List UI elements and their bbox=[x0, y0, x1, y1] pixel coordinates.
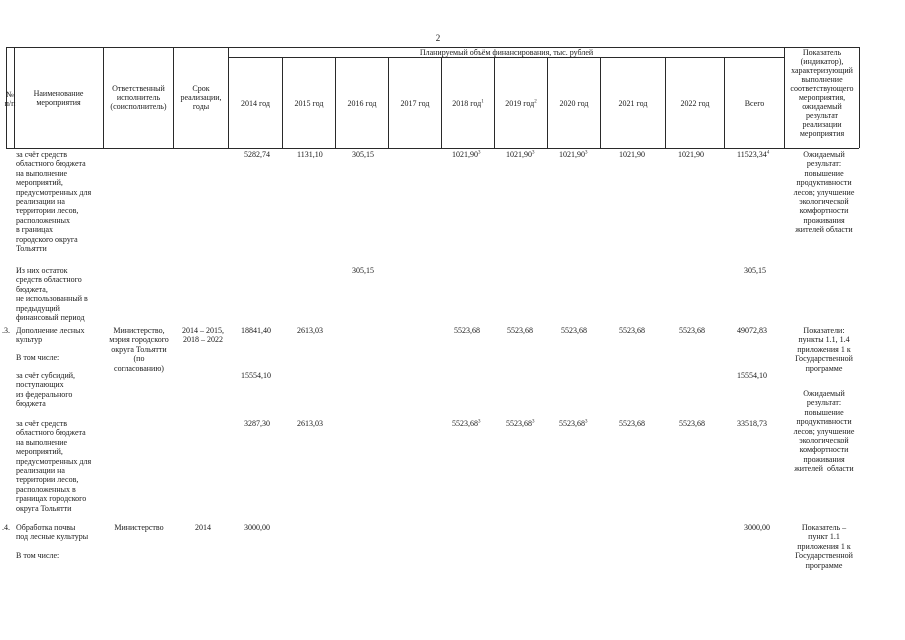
value-2015: 2613,03 bbox=[297, 326, 323, 335]
value-2014: 5282,74 bbox=[244, 150, 270, 159]
header-num: № п/п bbox=[4, 90, 16, 108]
value-total: 49072,83 bbox=[737, 326, 767, 335]
header-2014: 2014 год bbox=[241, 99, 270, 108]
row-term: 2014 – 2015, 2018 – 2022 bbox=[182, 326, 224, 345]
row-name: Дополнение лесных культур bbox=[16, 326, 85, 345]
value-2021: 1021,90 bbox=[619, 150, 645, 159]
header-2016: 2016 год bbox=[347, 99, 377, 108]
row-name: Из них остаток средств областного бюджета, не использованный в предыдущий финансовый период bbox=[16, 266, 88, 323]
value-2014: 3000,00 bbox=[244, 523, 270, 532]
value-2014: 3287,30 bbox=[244, 419, 270, 428]
row-indicator: Ожидаемый результат: повышение продуктивности лесов; улучшение экологической комфортности проживания жителей области bbox=[793, 389, 855, 474]
header-term: Срок реализации, годы bbox=[180, 84, 222, 111]
value-2020: 5523,68 bbox=[561, 326, 587, 335]
row-indicator: Показатели: пункты 1.1, 1.4 приложения 1 к Государственной программе bbox=[795, 326, 853, 373]
page-number: 2 bbox=[435, 33, 441, 43]
value-2019: 5523,68$^3$ bbox=[506, 419, 535, 428]
row-number: .3. bbox=[2, 326, 10, 335]
value-2020: 5523,68$^3$ bbox=[559, 419, 588, 428]
row-indicator: Показатель – пункт 1.1 приложения 1 к Государственной программе bbox=[795, 523, 853, 570]
header-name: Наименование мероприятия bbox=[33, 89, 84, 107]
value-2018: 5523,68 bbox=[454, 326, 480, 335]
row-subtitle: В том числе: bbox=[16, 551, 60, 560]
row-name: за счёт средств областного бюджета на выполнение мероприятий, предусмотренных для реализации на территории лесов, расположенных в границах городского округа Тольятти bbox=[16, 419, 92, 513]
header-2015: 2015 год bbox=[294, 99, 324, 108]
value-2020: 1021,90$^3$ bbox=[559, 150, 588, 159]
value-2022: 5523,68 bbox=[679, 419, 705, 428]
header-2021: 2021 год bbox=[618, 99, 648, 108]
row-term: 2014 bbox=[195, 523, 211, 532]
value-total: 11523,34$^4$ bbox=[737, 150, 770, 159]
header-2019: 2019 год$^2$ bbox=[505, 99, 537, 108]
header-2018: 2018 год$^1$ bbox=[452, 99, 484, 108]
header-2017: 2017 год bbox=[400, 99, 430, 108]
value-2019: 5523,68 bbox=[507, 326, 533, 335]
header-2020: 2020 год bbox=[559, 99, 589, 108]
value-2019: 1021,90$^3$ bbox=[506, 150, 535, 159]
value-2015: 2613,03 bbox=[297, 419, 323, 428]
value-2022: 1021,90 bbox=[678, 150, 704, 159]
value-2018: 1021,90$^3$ bbox=[452, 150, 481, 159]
header-total: Всего bbox=[744, 99, 765, 108]
row-responsible: Министерство, мэрия городского округа Тольятти (по согласованию) bbox=[109, 326, 169, 373]
row-name: за счёт средств областного бюджета на выполнение мероприятий, предусмотренных для реализации на территории лесов, расположенных в границах городского округа Тольятти bbox=[16, 150, 92, 254]
value-2022: 5523,68 bbox=[679, 326, 705, 335]
value-2014: 15554,10 bbox=[241, 371, 271, 380]
row-indicator: Ожидаемый результат: повышение продуктивности лесов; улучшение экологической комфортности проживания жителей области bbox=[793, 150, 855, 235]
value-2016: 305,15 bbox=[352, 266, 374, 275]
value-total: 15554,10 bbox=[737, 371, 767, 380]
header-2022: 2022 год bbox=[680, 99, 710, 108]
value-2014: 18841,40 bbox=[241, 326, 271, 335]
header-responsible: Ответственный исполнитель (соисполнитель) bbox=[110, 84, 167, 111]
row-name: Обработка почвы под лесные культуры bbox=[16, 523, 89, 542]
row-subtitle: В том числе: bbox=[16, 353, 60, 362]
value-total: 33518,73 bbox=[737, 419, 767, 428]
header-funding-title: Планируемый объём финансирования, тыс. рублей bbox=[419, 48, 594, 57]
value-2018: 5523,68$^3$ bbox=[452, 419, 481, 428]
row-responsible: Министерство bbox=[114, 523, 164, 532]
row-number: .4. bbox=[2, 523, 10, 532]
value-2021: 5523,68 bbox=[619, 326, 645, 335]
value-total: 3000,00 bbox=[744, 523, 770, 532]
value-2016: 305,15 bbox=[352, 150, 374, 159]
row-name: за счёт субсидий, поступающих из федерального бюджета bbox=[16, 371, 76, 409]
value-2015: 1131,10 bbox=[297, 150, 323, 159]
header-indicator: Показатель (индикатор), характеризующий выполнение соответствующего мероприятия, ожидаемый результат реализации мероприятия bbox=[790, 48, 854, 138]
value-total: 305,15 bbox=[744, 266, 766, 275]
value-2021: 5523,68 bbox=[619, 419, 645, 428]
